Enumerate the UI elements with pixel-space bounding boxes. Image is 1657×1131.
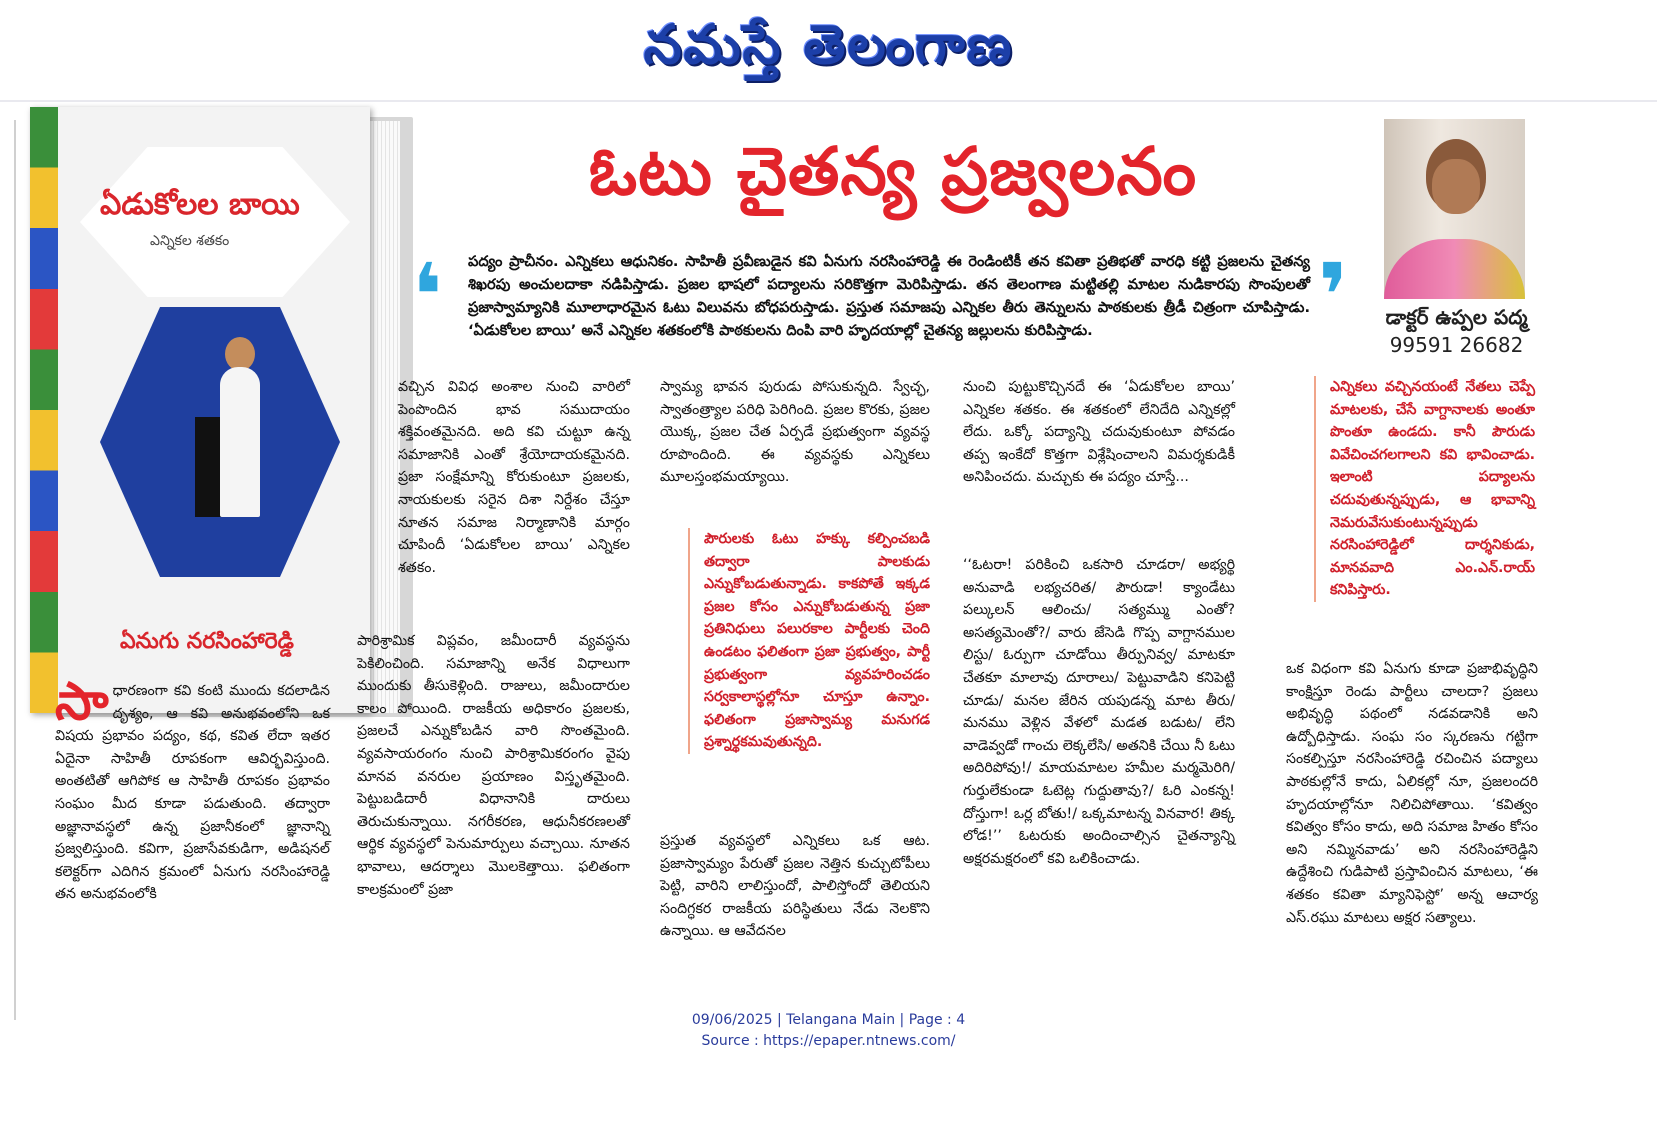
book-pages: [370, 121, 400, 713]
adjacent-page-edge: [0, 120, 16, 1020]
author-photo: [1384, 119, 1525, 299]
speaker-head-shape: [225, 337, 255, 371]
article-column-2b: పారిశ్రామిక విప్లవం, జమీందారీ వ్యవస్థను పెకిలించింది. సమాజాన్ని అనేక విధాలుగా ముందుకు తీసుకెళ్లింది. రాజులు, జమీందారుల కాలం పోయింది. రాజకీయ అధికారం ప్రజలకు, ప్రజలచే ఎన్నుకోబడిన వారి సొంతమైంది. వ్యవసాయరంగం నుంచి పారిశ్రామికరంగం వైపు మానవ వనరుల ప్రయాణం విస్తృతమైంది. పెట్టుబడిదారీ విధానానికి దారులు తెరుచుకున్నాయి. నగరీకరణ, ఆధునీకరణలతో ఆర్థిక వ్యవస్థలో పెనుమార్పులు వచ్చాయి. నూతన భావాలు, ఆదర్శాలు మొలకెత్తాయి. ఫలితంగా కాలక్రమంలో ప్రజా: [357, 633, 630, 898]
pull-quote-1: పౌరులకు ఓటు హక్కు కల్పించబడి తద్వారా పాలకుడు ఎన్నుకోబడుతున్నాడు. కాకపోతే ఇక్కడ ప్రజల కోసం ఎన్నుకోబడుతున్న ప్రజా ప్రతినిధులు పలురకాల పార్టీలకు చెంది ఉండటం ఫలితంగా ప్రజా ప్రభుత్వం, పార్టీ ప్రభుత్వంగా వ్యవహరించడం సర్వకాలాస్థల్లోనూ చూస్తూ ఉన్నాం. ఫలితంగా ప్రజాస్వామ్య మనుగడ ప్రశ్నార్థకమవుతున్నది.: [688, 528, 930, 754]
author-name: డాక్టర్ ఉప్పల పద్మ: [1385, 305, 1528, 329]
masthead: [0, 0, 1657, 100]
book-subtitle: ఎన్నికల శతకం: [150, 233, 230, 249]
newspaper-logo: నమస్తే తెలంగాణ: [643, 12, 1014, 76]
drop-cap: సా: [55, 672, 109, 732]
top-divider: [0, 100, 1657, 102]
article-column-4a: నుంచి పుట్టుకొచ్చినదే ఈ ‘ఏడుకోలల బాయి’ ఎన్నికల శతకం. ఈ శతకంలో లేనిదేది ఎన్నికల్లో లేదు. ఒక్కో పద్యాన్ని చదువుకుంటూ పోవడం తప్ప ఇంకేదో కొత్తగా విశ్లేషించాలని విమర్శకుడికీ అనిపించదు. మచ్చుకు ఈ పద్యం చూస్తే...: [963, 379, 1235, 486]
article-column-5: ఒక విధంగా కవి ఏనుగు కూడా ప్రజాభివృద్ధిని కాంక్షిస్తూ రెండు పార్టీలు చాలదా? ప్రజలు అభివృద్ధి పథంలో నడవడానికి అని ఉద్బోధిస్తాడు. సంఘ సం స్కరణను గట్టిగా సంకల్పిస్తూ నరసింహారెడ్డి రచించిన పద్యాలు పాఠకుల్లోనే కాదు, ఏలికల్లో నూ, ప్రజలందరి హృదయాల్లోనూ నిలిచిపోతాయి. ‘కవిత్వం కవిత్వం కోసం కాదు, అది సమాజ హితం కోసం అని నమ్మినవాడు’ అని నరసింహారెడ్డిని ఉద్దేశించి గుడిపాటి ప్రస్తావించిన మాటలు, ‘ఈ శతకం కవితా మ్యానిఫెస్టో’ అన్న ఆచార్య ఎస్.రఘు మాటలు అక్షర సత్యాలు.: [1286, 661, 1538, 926]
column-1-text: ధారణంగా కవి కంటి ముందు కదలాడిన దృశ్యం, ఆ కవి అనుభవంలోని ఒక విషయ ప్రభావం పద్యం, కథ, కవిత లేదా ఇతర ఏదైనా సాహితీ రూపకంగా ఆవిర్భవిస్తుంది. అంతటితో ఆగిపోక ఆ సాహితీ రూపకం ప్రభావం సంఘం మీద కూడా పడుతుంది. తద్వారా అజ్ఞానావస్థలో ఉన్న ప్రజానీకంలో జ్ఞానాన్ని ప్రజ్వలిస్తుంది. కవిగా, ప్రజాసేవకుడిగా, అడిషనల్ కలెక్టర్‌గా ఎదిగిన క్రమంలో ఏనుగు నరసింహారెడ్డి తన అనుభవంలోకి: [55, 683, 330, 903]
source-link[interactable]: Source : https://epaper.ntnews.com/: [701, 1033, 956, 1049]
open-quote-icon: ❛: [412, 244, 443, 347]
speaker-figure-shape: [220, 367, 260, 517]
book-front-cover: [30, 107, 370, 713]
book-cover-image: [18, 103, 403, 718]
page-info: 09/06/2025 | Telangana Main | Page : 4: [691, 1012, 966, 1028]
pull-quote-2: ఎన్నికలు వచ్చినయంటే నేతలు చెప్పే మాటలకు, చేసే వాగ్దానాలకు అంతూ పొంతూ ఉండదు. కానీ పౌరుడు వివేచించగలగాలని కవి భావించాడు. ఇలాంటి పద్యాలను చదువుతున్నప్పుడు, ఆ భావాన్ని నెమరువేసుకుంటున్నప్పుడు నరసింహారెడ్డిలో దార్శనికుడు, మానవవాది ఎం.ఎన్.రాయ్ కనిపిస్తారు.: [1314, 376, 1535, 602]
article-headline: ఓటు చైతన్య ప్రజ్వలనం: [588, 133, 1198, 210]
article-column-1: [55, 672, 330, 906]
book-author: ఏనుగు నరసింహారెడ్డి: [120, 629, 294, 654]
book-title: ఏడుకోలల బాయి: [100, 187, 300, 222]
article-column-3b: ప్రస్తుత వ్యవస్థలో ఎన్నికలు ఒక ఆట. ప్రజాస్వామ్యం పేరుతో ప్రజల నెత్తిన కుచ్చుటోపీలు పెట్టి, వారిని లాలిస్తుందో, పాలిస్తోందో తెలియని సందిగ్ధకర రాజకీయ పరిస్థితులు నేడు నెలకొని ఉన్నాయి. ఆ ఆవేదనల: [660, 833, 930, 940]
article-column-2a: వచ్చిన వివిధ అంశాల నుంచి వారిలో పెంపొందిన భావ సముదాయం శక్తివంతమైనది. అది కవి చుట్టూ ఉన్న సమాజానికి ఎంతో శ్రేయోదాయకమైనది. ప్రజా సంక్షేమాన్ని కోరుకుంటూ ప్రజలకు, నాయకులకు సరైన దిశా నిర్దేశం చేస్తూ నూతన సమాజ నిర్మాణానికి మార్గం చూపిందీ ‘ఏడుకోలల బాయి’ ఎన్నికల శతకం.: [398, 379, 630, 576]
book-illustration: [100, 307, 340, 577]
article-intro: పద్యం ప్రాచీనం. ఎన్నికలు ఆధునికం. సాహితీ ప్రవీణుడైన కవి ఏనుగు నరసింహారెడ్డి ఈ రెండింటికీ తన కవితా ప్రతిభతో వారధి కట్టి ప్రజలను చైతన్య శిఖరపు అంచులదాకా నడిపిస్తాడు. ప్రజల భాషలో పద్యాలను సరికొత్తగా మెరిపిస్తాడు. తన తెలంగాణ మట్టితల్లి మాటల నుడికారపు సొంపులతో ప్రజాస్వామ్యానికి మూలాధారమైన ఓటు విలువను బోధపరుస్తాడు. ప్రస్తుత సమాజపు ఎన్నికల తీరు తెన్నులను పాఠకులకు త్రీడీ చిత్రంగా చూపిస్తాడు. ‘ఏడుకోలల బాయి’ అనే ఎన్నికల శతకంలోకి పాఠకులను దింపి వారి హృదయాల్లో చైతన్య జల్లులను కురిపిస్తాడు.: [468, 253, 1310, 339]
article-column-4b: ‘‘ఓటరా! పరికించి ఒకసారి చూడరా/ అభ్యర్థి అనువాడి లభ్యచరిత/ పౌరుడా! క్యాండేటు పల్కులన్ ఆలించు/ సత్యమ్ము ఎంతో? అసత్యమెంతో?/ వారు జేసెడి గొప్ప వాగ్దానముల లిస్టు/ ఓర్పుగా చూడోయి తీర్పునివ్వ/ మాటకూ చేతకూ మాలావు దూరాలు/ పెట్టువాడిని కనిపెట్టి చూడు/ మనల జేరిన యపుడన్న మాట తీరు/ మనము వెళ్లిన వేళలో మడత బడుట/ లేని వాడెవ్వడో గాంచు లెక్కలేసి/ అతనికి చేయి నీ ఓటు అదిరిపోవు!/ మాయమాటల హమీల మర్మమెరిగి/ గుర్తులేకుండా ఓటెట్ల గుద్దుతావు?/ ఓరి ఎంకన్న! దోస్తుగా! ఒర్ల బోతు!/ ఒక్కమాటన్న వినవార! తిక్క లోడ!’’ ఓటరుకు అందించాల్సిన చైతన్యాన్ని అక్షరమక్షరంలో కవి ఒలికించాడు.: [963, 557, 1235, 867]
author-phone: 99591 26682: [1389, 333, 1524, 357]
article-column-3a: స్వామ్య భావన పురుడు పోసుకున్నది. స్వేచ్ఛ, స్వాతంత్ర్యాల పరిధి పెరిగింది. ప్రజల కొరకు, ప్రజల యొక్క, ప్రజల చేత ఏర్పడే ప్రభుత్వంగా వ్యవస్థ రూపొందింది. ఈ వ్యవస్థకు ఎన్నికలు మూలస్తంభమయ్యాయి.: [660, 379, 930, 486]
close-quote-icon: ❜: [1318, 244, 1349, 347]
book-spine-pattern: [30, 107, 58, 713]
